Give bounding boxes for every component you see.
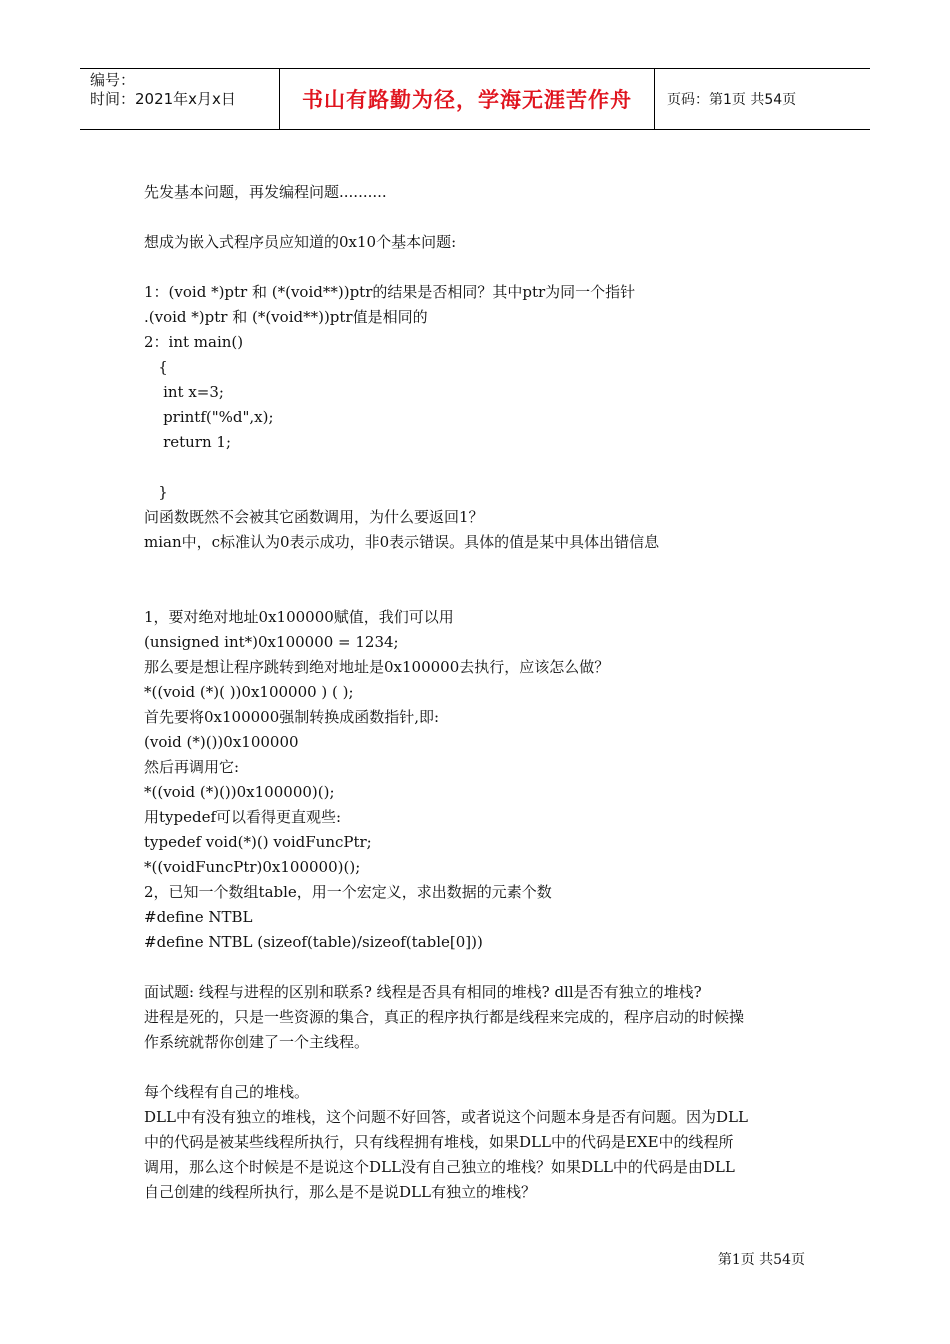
text-line: printf("%d",x);	[144, 408, 274, 426]
number-label: 编号：	[90, 71, 136, 89]
header-motto: 书山有路勤为径，学海无涯苦作舟	[280, 69, 655, 129]
text-line: 问函数既然不会被其它函数调用，为什么要返回1？	[144, 508, 484, 526]
text-line: 2：int main()	[144, 333, 244, 351]
text-line: DLL中有没有独立的堆栈，这个问题不好回答，或者说这个问题本身是否有问题。因为DLL	[144, 1108, 748, 1126]
text-line: return 1;	[144, 433, 232, 451]
text-line: (unsigned int*)0x100000 = 1234;	[144, 633, 399, 651]
header-page-info: 页码：第1页 共54页	[667, 92, 797, 108]
time-label: 时间：2021年x月x日	[90, 90, 236, 108]
text-line: #define NTBL (sizeof(table)/sizeof(table[0]))	[144, 933, 483, 951]
text-line: mian中，c标准认为0表示成功，非0表示错误。具体的值是某中具体出错信息	[144, 533, 660, 551]
text-line: }	[144, 483, 168, 501]
text-line: 想成为嵌入式程序员应知道的0x10个基本问题:	[144, 233, 457, 251]
text-line: 那么要是想让程序跳转到绝对地址是0x100000去执行，应该怎么做？	[144, 658, 610, 676]
text-line	[144, 1055, 814, 1080]
text-line: (void (*)())0x100000	[144, 733, 299, 751]
text-line	[144, 580, 814, 605]
text-line: {	[144, 358, 168, 376]
text-line: .(void *)ptr 和 (*(void**))ptr值是相同的	[144, 308, 428, 326]
text-line: *((void (*)( ))0x100000 ) ( );	[144, 683, 354, 701]
text-line: 中的代码是被某些线程所执行，只有线程拥有堆栈，如果DLL中的代码是EXE中的线程所	[144, 1133, 734, 1151]
text-line: int x=3;	[144, 383, 224, 401]
document-body	[144, 180, 814, 1205]
text-line: 每个线程有自己的堆栈。	[144, 1083, 310, 1101]
text-line: #define NTBL	[144, 908, 253, 926]
text-line	[144, 205, 814, 230]
text-line	[144, 455, 814, 480]
text-line: 先发基本问题，再发编程问题..........	[144, 183, 387, 201]
text-line: 用typedef可以看得更直观些:	[144, 808, 342, 826]
text-line: *((void (*)())0x100000)();	[144, 783, 335, 801]
text-line: 面试题: 线程与进程的区别和联系? 线程是否具有相同的堆栈? dll是否有独立的堆栈?	[144, 983, 702, 1001]
page-footer: 第1页 共54页	[717, 1252, 805, 1268]
text-line: 自己创建的线程所执行，那么是不是说DLL有独立的堆栈？	[144, 1183, 536, 1201]
text-line: *((voidFuncPtr)0x100000)();	[144, 858, 361, 876]
page-header	[80, 68, 870, 130]
text-line: 调用，那么这个时候是不是说这个DLL没有自己独立的堆栈？如果DLL中的代码是由DLL	[144, 1158, 735, 1176]
text-line: 然后再调用它:	[144, 758, 240, 776]
text-line	[144, 255, 814, 280]
text-line: 1：(void *)ptr 和 (*(void**))ptr的结果是否相同？其中ptr为同一个指针	[144, 283, 636, 301]
text-line: 作系统就帮你创建了一个主线程。	[144, 1033, 370, 1051]
header-meta	[80, 69, 280, 129]
text-line: 进程是死的，只是一些资源的集合，真正的程序执行都是线程来完成的，程序启动的时候操	[144, 1008, 745, 1026]
text-line: 首先要将0x100000强制转换成函数指针,即:	[144, 708, 440, 726]
text-line: 1，要对绝对地址0x100000赋值，我们可以用	[144, 608, 454, 626]
text-line	[144, 555, 814, 580]
text-line: typedef void(*)() voidFuncPtr;	[144, 833, 372, 851]
text-line: 2，已知一个数组table，用一个宏定义，求出数据的元素个数	[144, 883, 552, 901]
text-line	[144, 955, 814, 980]
